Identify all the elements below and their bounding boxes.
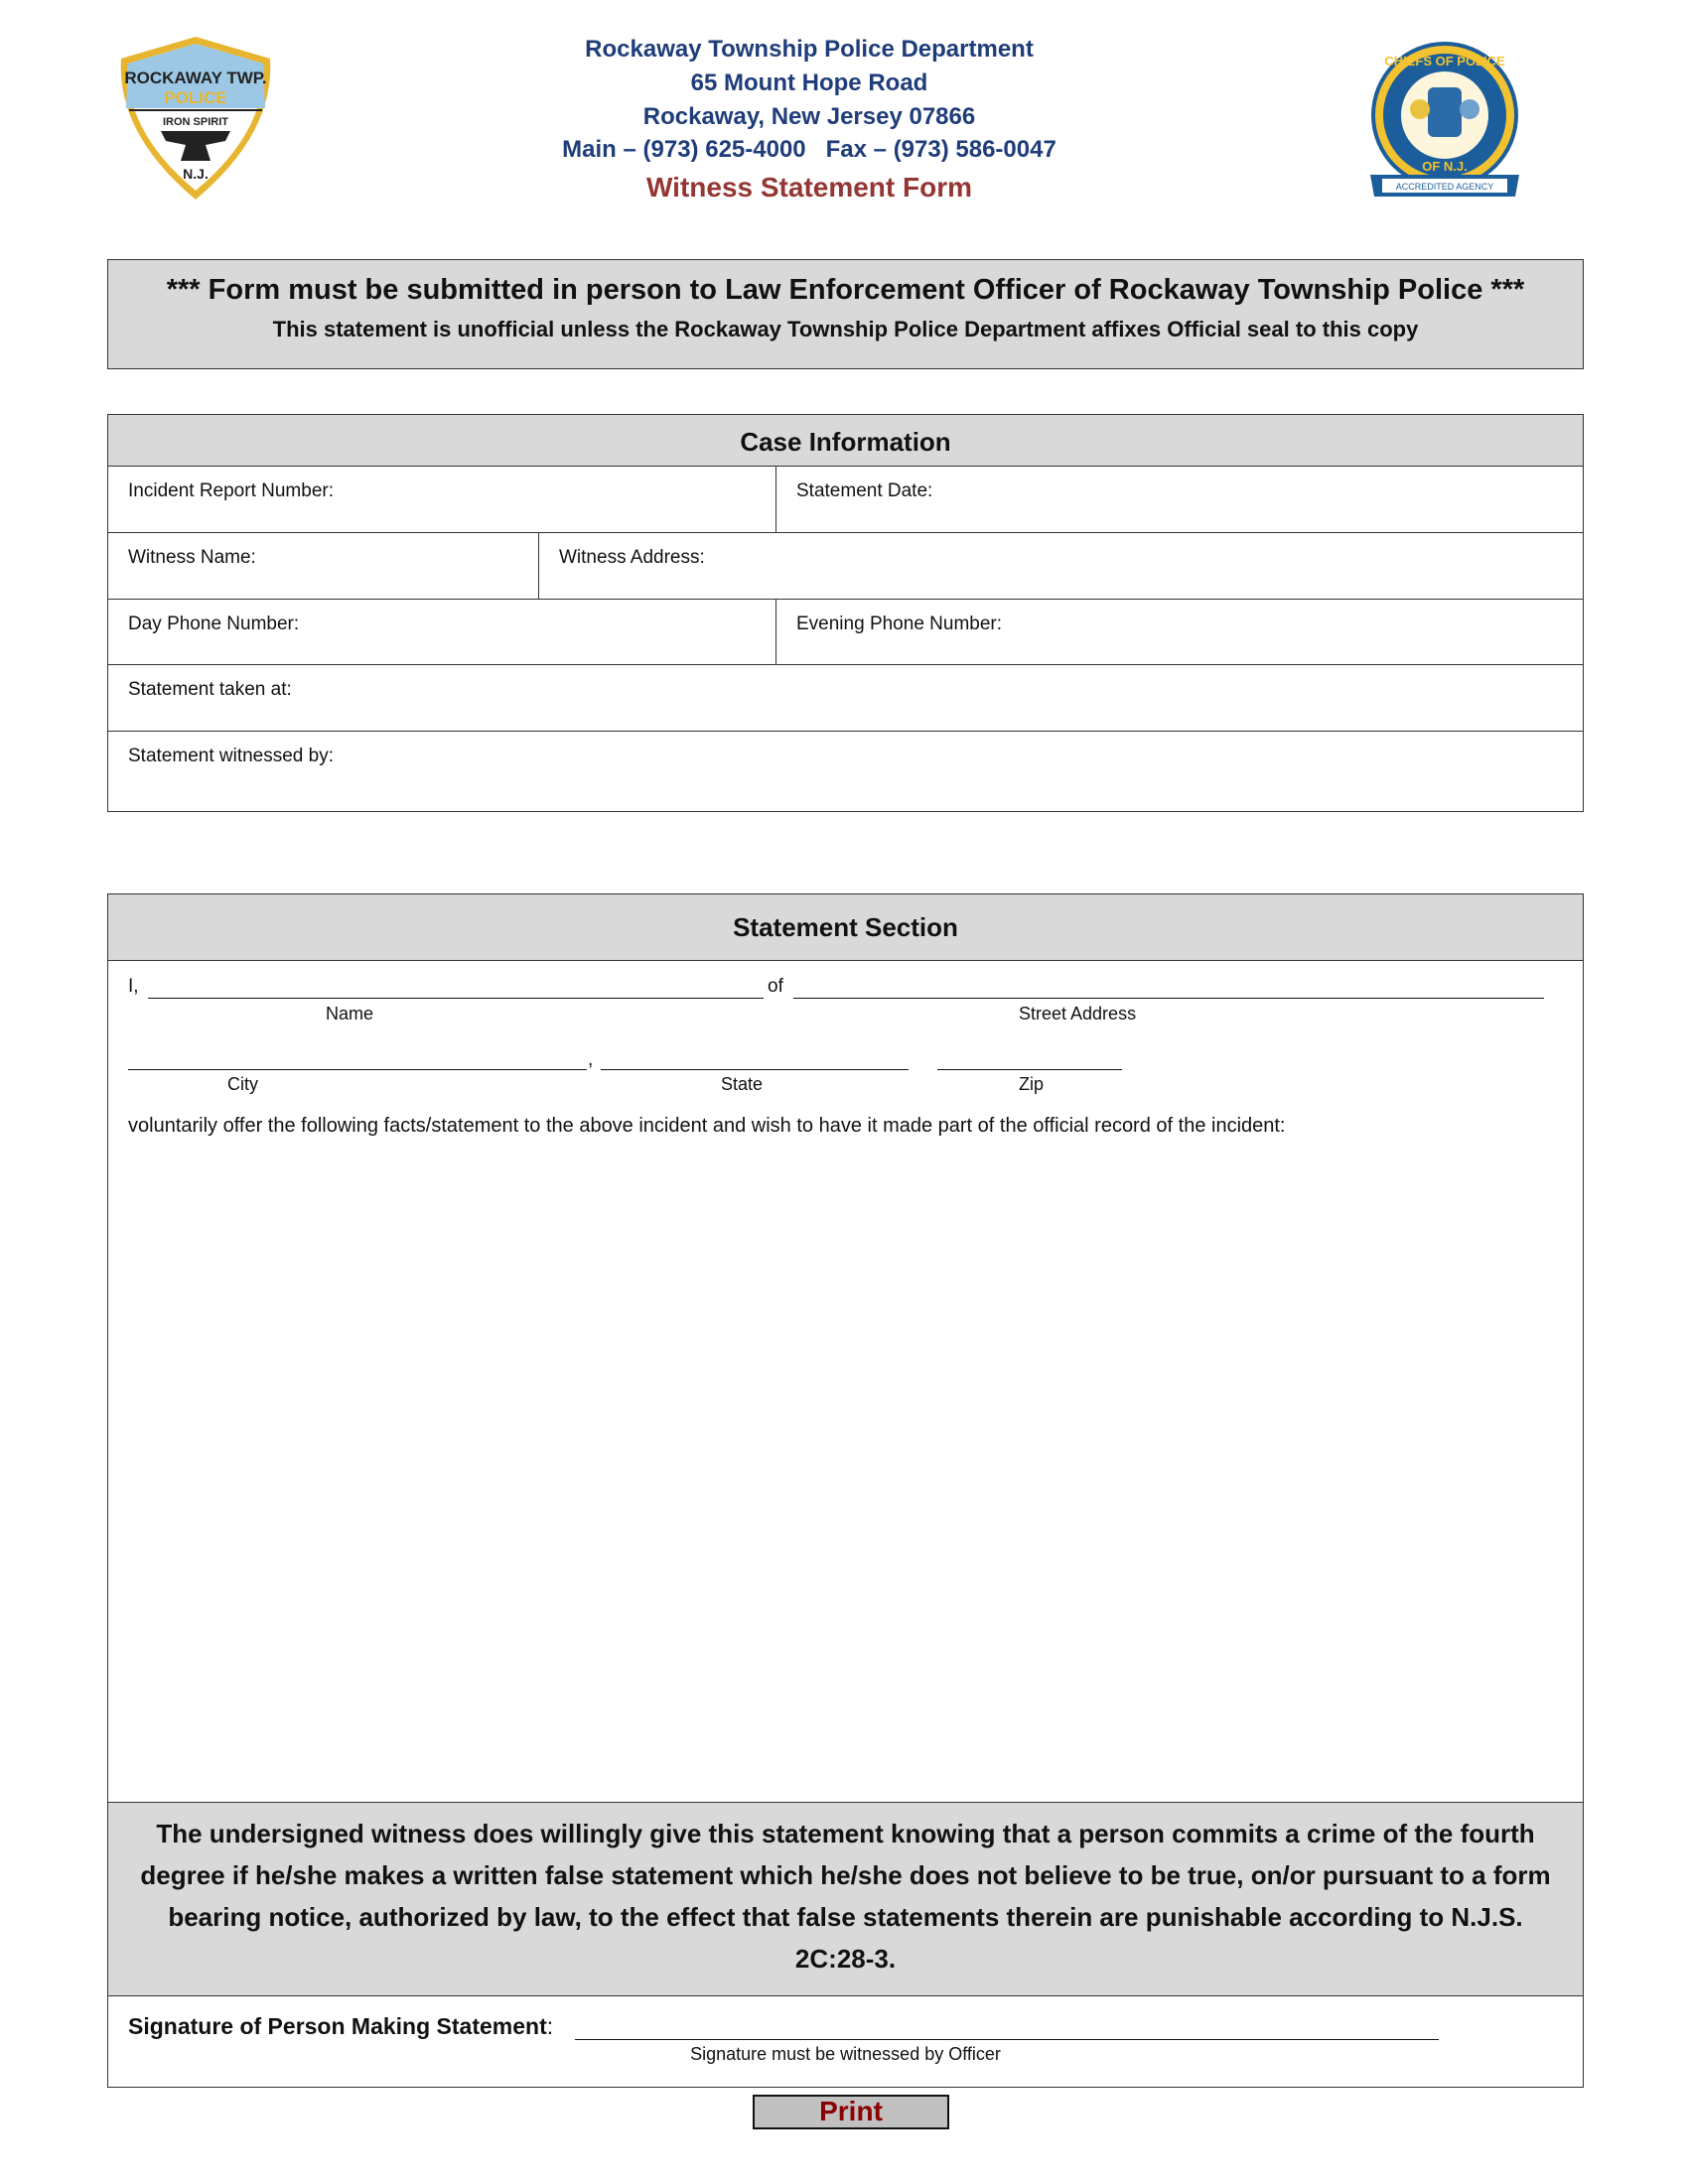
statement-witnessed-by-label: Statement witnessed by:: [128, 746, 334, 766]
incident-report-number-field[interactable]: [108, 467, 775, 532]
evening-phone-label: Evening Phone Number:: [796, 614, 1003, 634]
witness-name-label: Witness Name:: [128, 547, 256, 568]
notice-subtitle: This statement is unofficial unless the Rockaway Township Police Department affixes Official seal to this copy: [272, 317, 1419, 341]
rockaway-police-patch-logo: [111, 34, 280, 203]
statement-section: [107, 893, 1584, 2088]
submission-notice: [107, 259, 1584, 369]
department-name: Rockaway Township Police Department: [585, 36, 1034, 63]
statement-date-field[interactable]: [775, 467, 1583, 532]
department-street: 65 Mount Hope Road: [690, 69, 928, 96]
false-statement-warning: The undersigned witness does willingly give this statement knowing that a person commits a crime of the fourth degree if he/she makes a written false statement which he/she does not believe to be true, on/or pursuant to a form bearing notice, authorized by law, to the effect that false statements therein are punishable according to N.J.S. 2C:28-3.: [108, 1802, 1583, 1996]
street-address-caption: Street Address: [1019, 1004, 1137, 1024]
statement-intro: voluntarily offer the following facts/statement to the above incident and wish to have it made part of the official record of the incident:: [128, 1115, 1286, 1137]
statement-section-title: Statement Section: [108, 894, 1583, 961]
day-phone-label: Day Phone Number:: [128, 614, 300, 634]
notice-title: *** Form must be submitted in person to Law Enforcement Officer of Rockaway Township Police ***: [166, 274, 1525, 306]
day-phone-field[interactable]: [108, 600, 775, 664]
chiefs-of-police-seal-logo: [1360, 38, 1529, 206]
svg-text:IRON SPIRIT: IRON SPIRIT: [162, 116, 229, 128]
incident-report-number-label: Incident Report Number:: [128, 480, 334, 501]
signature-label: Signature of Person Making Statement:: [128, 2013, 554, 2039]
statement-taken-at-field[interactable]: [108, 665, 1583, 731]
print-button[interactable]: Print: [753, 2095, 949, 2129]
name-caption: Name: [326, 1004, 374, 1024]
city-caption: City: [227, 1074, 258, 1094]
department-city: Rockaway, New Jersey 07866: [642, 103, 976, 130]
city-line[interactable]: [128, 1069, 587, 1070]
svg-text:POLICE: POLICE: [164, 88, 227, 107]
witness-name-field[interactable]: [108, 533, 538, 599]
svg-text:CHIEFS OF POLICE: CHIEFS OF POLICE: [1384, 54, 1505, 68]
state-line[interactable]: [601, 1069, 909, 1070]
statement-date-label: Statement Date:: [796, 480, 933, 501]
witness-address-label: Witness Address:: [559, 547, 705, 568]
statement-witnessed-by-field[interactable]: [108, 732, 1583, 811]
street-address-line[interactable]: [793, 998, 1544, 999]
signature-line[interactable]: [575, 2039, 1439, 2040]
evening-phone-field[interactable]: [775, 600, 1583, 664]
comma: ,: [588, 1049, 594, 1070]
zip-line[interactable]: [937, 1069, 1122, 1070]
department-phones: Main – (973) 625-4000 Fax – (973) 586-0047: [562, 136, 1056, 163]
witness-address-field[interactable]: [538, 533, 1583, 599]
case-information-title: Case Information: [108, 415, 1583, 466]
signature-note: Signature must be witnessed by Officer: [690, 2044, 1001, 2064]
accredited-agency-banner: ACCREDITED AGENCY: [1395, 182, 1494, 192]
svg-text:N.J.: N.J.: [183, 166, 209, 182]
statement-taken-at-label: Statement taken at:: [128, 679, 292, 700]
form-title: Witness Statement Form: [645, 172, 973, 203]
state-caption: State: [721, 1074, 764, 1094]
i-prefix: I,: [128, 976, 139, 997]
name-line[interactable]: [148, 998, 764, 999]
svg-text:OF N.J.: OF N.J.: [1422, 159, 1468, 174]
statement-text-area[interactable]: [118, 1153, 1573, 1788]
zip-caption: Zip: [1019, 1074, 1045, 1094]
of-label: of: [768, 976, 783, 997]
svg-text:ROCKAWAY TWP.: ROCKAWAY TWP.: [124, 68, 267, 87]
case-information-section: [107, 414, 1584, 812]
